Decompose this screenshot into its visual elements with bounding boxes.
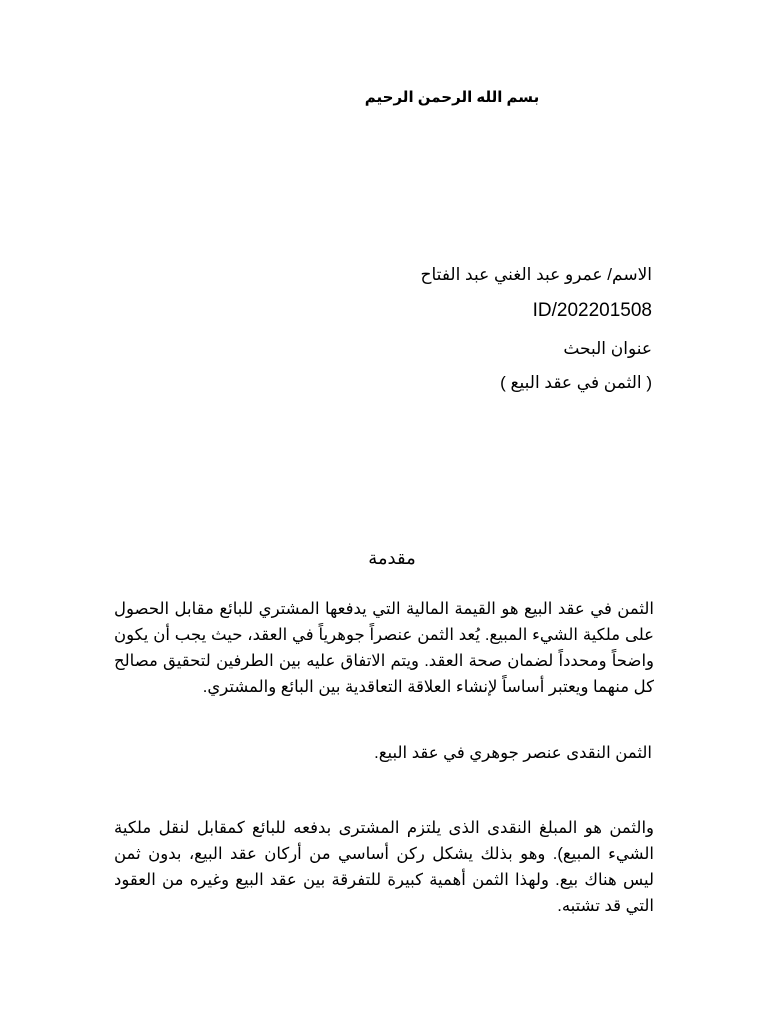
introduction-heading: مقدمة <box>368 548 416 568</box>
introduction-paragraph: الثمن في عقد البيع هو القيمة المالية التي يدفعها المشتري للبائع مقابل الحصول على ملكية الشيء المبيع. يُعد الثمن عنصراً جوهرياً في العقد، حيث يجب أن يكون واضحاً ومحدداً لضمان صحة العقد. ويتم الاتفاق عليه بين الطرفين لتحقيق مصالح كل منهما ويعتبر أساساً لإنشاء العلاقة التعاقدية بين البائع والمشتري. <box>114 600 654 696</box>
section-paragraph: والثمن هو المبلغ النقدى الذى يلتزم المشترى بدفعه للبائع كمقابل لنقل ملكية الشيء المبيع). وهو بذلك يشكل ركن أساسي من أركان عقد البيع، بدون ثمن ليس هناك بيع. ولهذا الثمن أهمية كبيرة للتفرقة بين عقد البيع وغيره من العقود التي قد تشتبه. <box>114 819 654 915</box>
research-title: ( الثمن في عقد البيع ) <box>500 373 652 392</box>
student-name: الاسم/ عمرو عبد الغني عبد الفتاح <box>420 265 652 284</box>
section-heading: الثمن النقدى عنصر جوهري في عقد البيع. <box>374 744 652 762</box>
student-id: ID/202201508 <box>532 300 652 321</box>
research-title-label: عنوان البحث <box>563 339 652 358</box>
basmala-heading: بسم الله الرحمن الرحيم <box>364 89 540 106</box>
